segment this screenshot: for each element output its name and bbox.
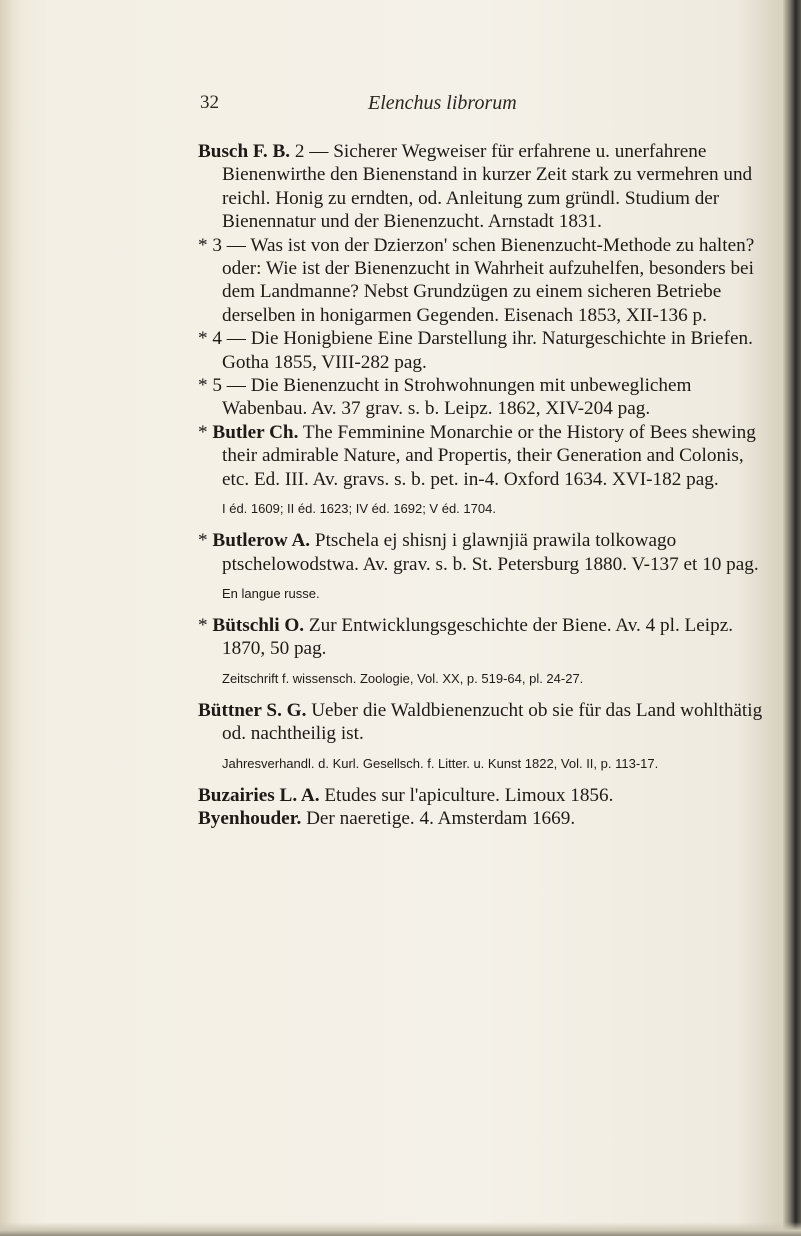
entry-note: Zeitschrift f. wissensch. Zoologie, Vol. XX, p. 519-64, pl. 24-27. xyxy=(222,670,584,686)
entry-author: Busch F. B. xyxy=(198,141,291,162)
entry-busch-3 xyxy=(198,234,768,328)
entry-busch-4 xyxy=(198,327,768,374)
entry-text: Zur Entwicklungsgeschichte der Biene. Av. 4 pl. Leipz. 1870, 50 pag. xyxy=(222,614,734,660)
entry-author: Buzairies L. A. xyxy=(198,784,320,806)
entry-butschli xyxy=(198,614,768,661)
entry-author: Butler Ch. xyxy=(212,421,299,443)
entry-text: Die Bienenzucht in Strohwohnungen mit unbeweglichem Wabenbau. Av. 37 grav. s. b. Leipz. 1862, XIV-204 pag. xyxy=(222,375,692,420)
page-gutter xyxy=(0,0,22,1236)
entry-buttner xyxy=(198,699,768,746)
entry-number: 2 — xyxy=(294,141,329,162)
entry-byenhouder xyxy=(198,807,768,830)
bibliography-list xyxy=(198,140,768,830)
page-number: 32 xyxy=(200,92,219,113)
page-bottom-shadow xyxy=(0,1222,801,1236)
entry-text: Etudes sur l'apiculture. Limoux 1856. xyxy=(324,784,614,806)
entry-text: Der naeretige. 4. Amsterdam 1669. xyxy=(306,807,576,829)
entry-note: Jahresverhandl. d. Kurl. Gesellsch. f. Litter. u. Kunst 1822, Vol. II, p. 113-17. xyxy=(222,755,659,771)
entry-text: Die Honigbiene Eine Darstellung ihr. Naturgeschichte in Briefen. Gotha 1855, VIII-282 pag. xyxy=(222,328,753,373)
entry-text: Sicherer Wegweiser für erfahrene u. unerfahrene Bienenwirthe den Bienenstand in kurzer Zeit stark zu vermehren und reichl. Honig zu erndten, od. Anleitung zum gründl. Studium der Bienennatur und der Bienenzucht. Arnstadt 1831. xyxy=(222,141,753,233)
entry-marker: * xyxy=(198,530,208,552)
running-title: Elenchus librorum xyxy=(368,92,517,114)
entry-author: Bütschli O. xyxy=(212,614,305,636)
entry-note: En langue russe. xyxy=(222,585,320,601)
entry-marker: * 4 — xyxy=(198,328,246,350)
entry-text: Was ist von der Dzierzon' schen Bienenzucht-Methode zu halten? oder: Wie ist der Bienenzucht in Wahrheit aufzuhelfen, besonders bei dem Landmanne? Nebst Grundzügen zu einem sicheren Betriebe derselben in honigarmen Gegenden. Eisenach 1853, XII-136 p. xyxy=(222,234,755,326)
page-edge xyxy=(783,0,801,1236)
entry-note: I éd. 1609; II éd. 1623; IV éd. 1692; V éd. 1704. xyxy=(222,501,496,517)
entry-author: Butlerow A. xyxy=(212,530,311,552)
entry-busch-5 xyxy=(198,374,768,421)
entry-butler xyxy=(198,421,768,491)
entry-butlerow xyxy=(198,529,768,576)
entry-marker: * xyxy=(198,421,208,443)
entry-marker: * 5 — xyxy=(198,375,246,397)
entry-marker: * 3 — xyxy=(198,234,246,256)
entry-text: Ueber die Waldbienenzucht ob sie für das Land wohlthätig od. nachtheilig ist. xyxy=(222,699,763,745)
entry-author: Byenhouder. xyxy=(198,807,302,829)
page-header xyxy=(200,92,700,116)
entry-marker: * xyxy=(198,614,208,636)
entry-buzairies xyxy=(198,784,768,807)
entry-busch-2 xyxy=(198,140,768,234)
entry-text: The Femminine Monarchie or the History of Bees shewing their admirable Nature, and Propertis, their Generation and Colonis, etc. Ed. III. Av. gravs. s. b. pet. in-4. Oxford 1634. XVI-182 pag. xyxy=(222,421,756,490)
entry-text: Ptschela ej shisnj i glawnjiä prawila tolkowago ptschelowodstwa. Av. grav. s. b. St. Petersburg 1880. V-137 et 10 pag. xyxy=(222,530,759,575)
entry-author: Büttner S. G. xyxy=(198,699,307,721)
